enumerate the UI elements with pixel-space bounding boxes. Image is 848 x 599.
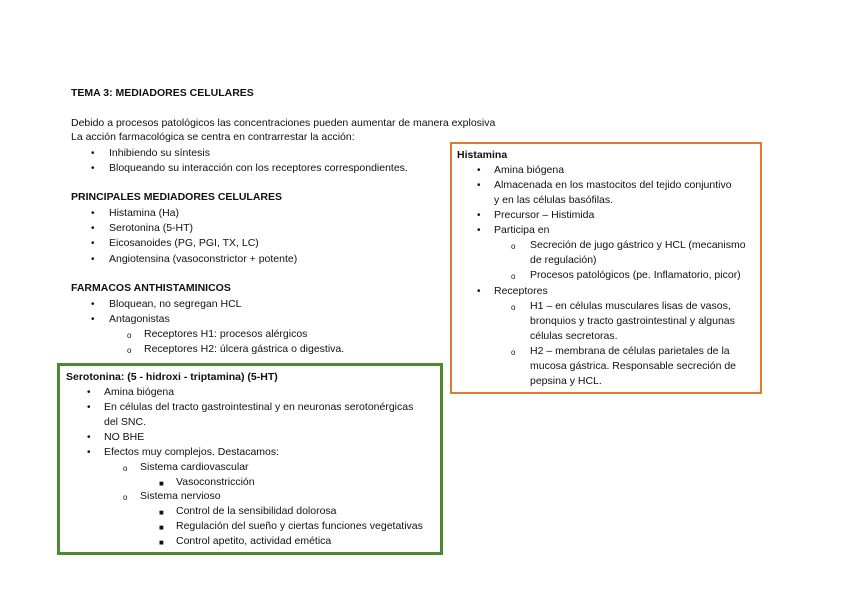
list-subitem-continuation: pepsina y HCL. [530,375,602,387]
circle-bullet-icon: o [511,242,516,251]
square-bullet-icon: ■ [159,479,164,488]
list-subsubitem: Control de la sensibilidad dolorosa [176,505,337,517]
list-item-continuation: del SNC. [104,416,147,428]
list-subitem: H2 – membrana de células parietales de la [530,345,730,357]
bullet-icon: • [87,402,91,413]
list-subitem: H1 – en células musculares lisas de vasos, [530,300,731,312]
list-subitem: Procesos patológicos (pe. Inflamatorio, picor) [530,269,741,281]
square-bullet-icon: ■ [159,523,164,532]
list-subitem: Secreción de jugo gástrico y HCL (mecanismo [530,239,746,251]
list-item: Histamina (Ha) [109,207,180,219]
bullet-icon: • [477,165,481,176]
bullet-icon: • [91,314,95,325]
bullet-icon: • [477,180,481,191]
list-subitem: Receptores H1: procesos alérgicos [144,328,308,340]
list-subsubitem: Control apetito, actividad emética [176,535,332,547]
list-item: NO BHE [104,431,145,443]
list-item: Amina biógena [494,164,565,176]
circle-bullet-icon: o [511,272,516,281]
list-item: Receptores [494,285,548,297]
list-item: Almacenada en los mastocitos del tejido conjuntivo [494,179,732,191]
bullet-icon: • [91,163,95,174]
bullet-icon: • [477,225,481,236]
page-title: TEMA 3: MEDIADORES CELULARES [71,87,254,99]
bullet-icon: • [87,447,91,458]
bullet-icon: • [91,148,95,159]
list-subitem-continuation: bronquios y tracto gastrointestinal y algunas [530,315,735,327]
circle-bullet-icon: o [127,331,132,340]
list-subitem: Receptores H2: úlcera gástrica o digestiva. [144,343,345,355]
section-heading-mediadores: PRINCIPALES MEDIADORES CELULARES [71,191,282,203]
list-item: Serotonina (5-HT) [109,222,194,234]
list-item-continuation: y en las células basófilas. [494,194,614,206]
bullet-icon: • [91,208,95,219]
list-subsubitem: Vasoconstricción [176,476,255,488]
list-item: Eicosanoides (PG, PGI, TX, LC) [109,237,259,249]
circle-bullet-icon: o [123,493,128,502]
list-item: Efectos muy complejos. Destacamos: [104,446,280,458]
circle-bullet-icon: o [127,346,132,355]
list-item: Participa en [494,224,550,236]
list-item: Angiotensina (vasoconstrictor + potente) [109,253,298,265]
intro-line-2: La acción farmacológica se centra en contrarrestar la acción: [71,131,355,143]
bullet-icon: • [477,210,481,221]
list-item: Bloquean, no segregan HCL [109,298,242,310]
circle-bullet-icon: o [123,464,128,473]
list-subsubitem: Regulación del sueño y ciertas funciones vegetativas [176,520,423,532]
list-subitem-continuation: células secretoras. [530,330,618,342]
section-heading-antihistaminicos: FARMACOS ANTHISTAMINICOS [71,282,231,294]
bullet-icon: • [91,223,95,234]
histamina-heading: Histamina [457,149,508,161]
square-bullet-icon: ■ [159,538,164,547]
list-item: En células del tracto gastrointestinal y en neuronas serotonérgicas [104,401,414,413]
square-bullet-icon: ■ [159,508,164,517]
circle-bullet-icon: o [511,303,516,312]
intro-line-1: Debido a procesos patológicos las concentraciones pueden aumentar de manera explosiva [71,117,496,129]
list-item: Amina biógena [104,386,175,398]
list-item: Precursor – Histimida [494,209,595,221]
bullet-icon: • [87,432,91,443]
list-item: Inhibiendo su síntesis [109,147,210,159]
bullet-icon: • [91,299,95,310]
list-item: Antagonistas [109,313,170,325]
list-subitem: Sistema nervioso [140,490,221,502]
bullet-icon: • [91,238,95,249]
list-subitem-continuation: mucosa gástrica. Responsable secreción de [530,360,737,372]
list-item: Bloqueando su interacción con los receptores correspondientes. [109,162,408,174]
circle-bullet-icon: o [511,348,516,357]
bullet-icon: • [91,254,95,265]
list-subitem: Sistema cardiovascular [140,461,249,473]
serotonina-heading: Serotonina: (5 - hidroxi - triptamina) (5-HT) [66,371,278,383]
list-subitem-continuation: de regulación) [530,254,597,266]
bullet-icon: • [87,387,91,398]
bullet-icon: • [477,286,481,297]
